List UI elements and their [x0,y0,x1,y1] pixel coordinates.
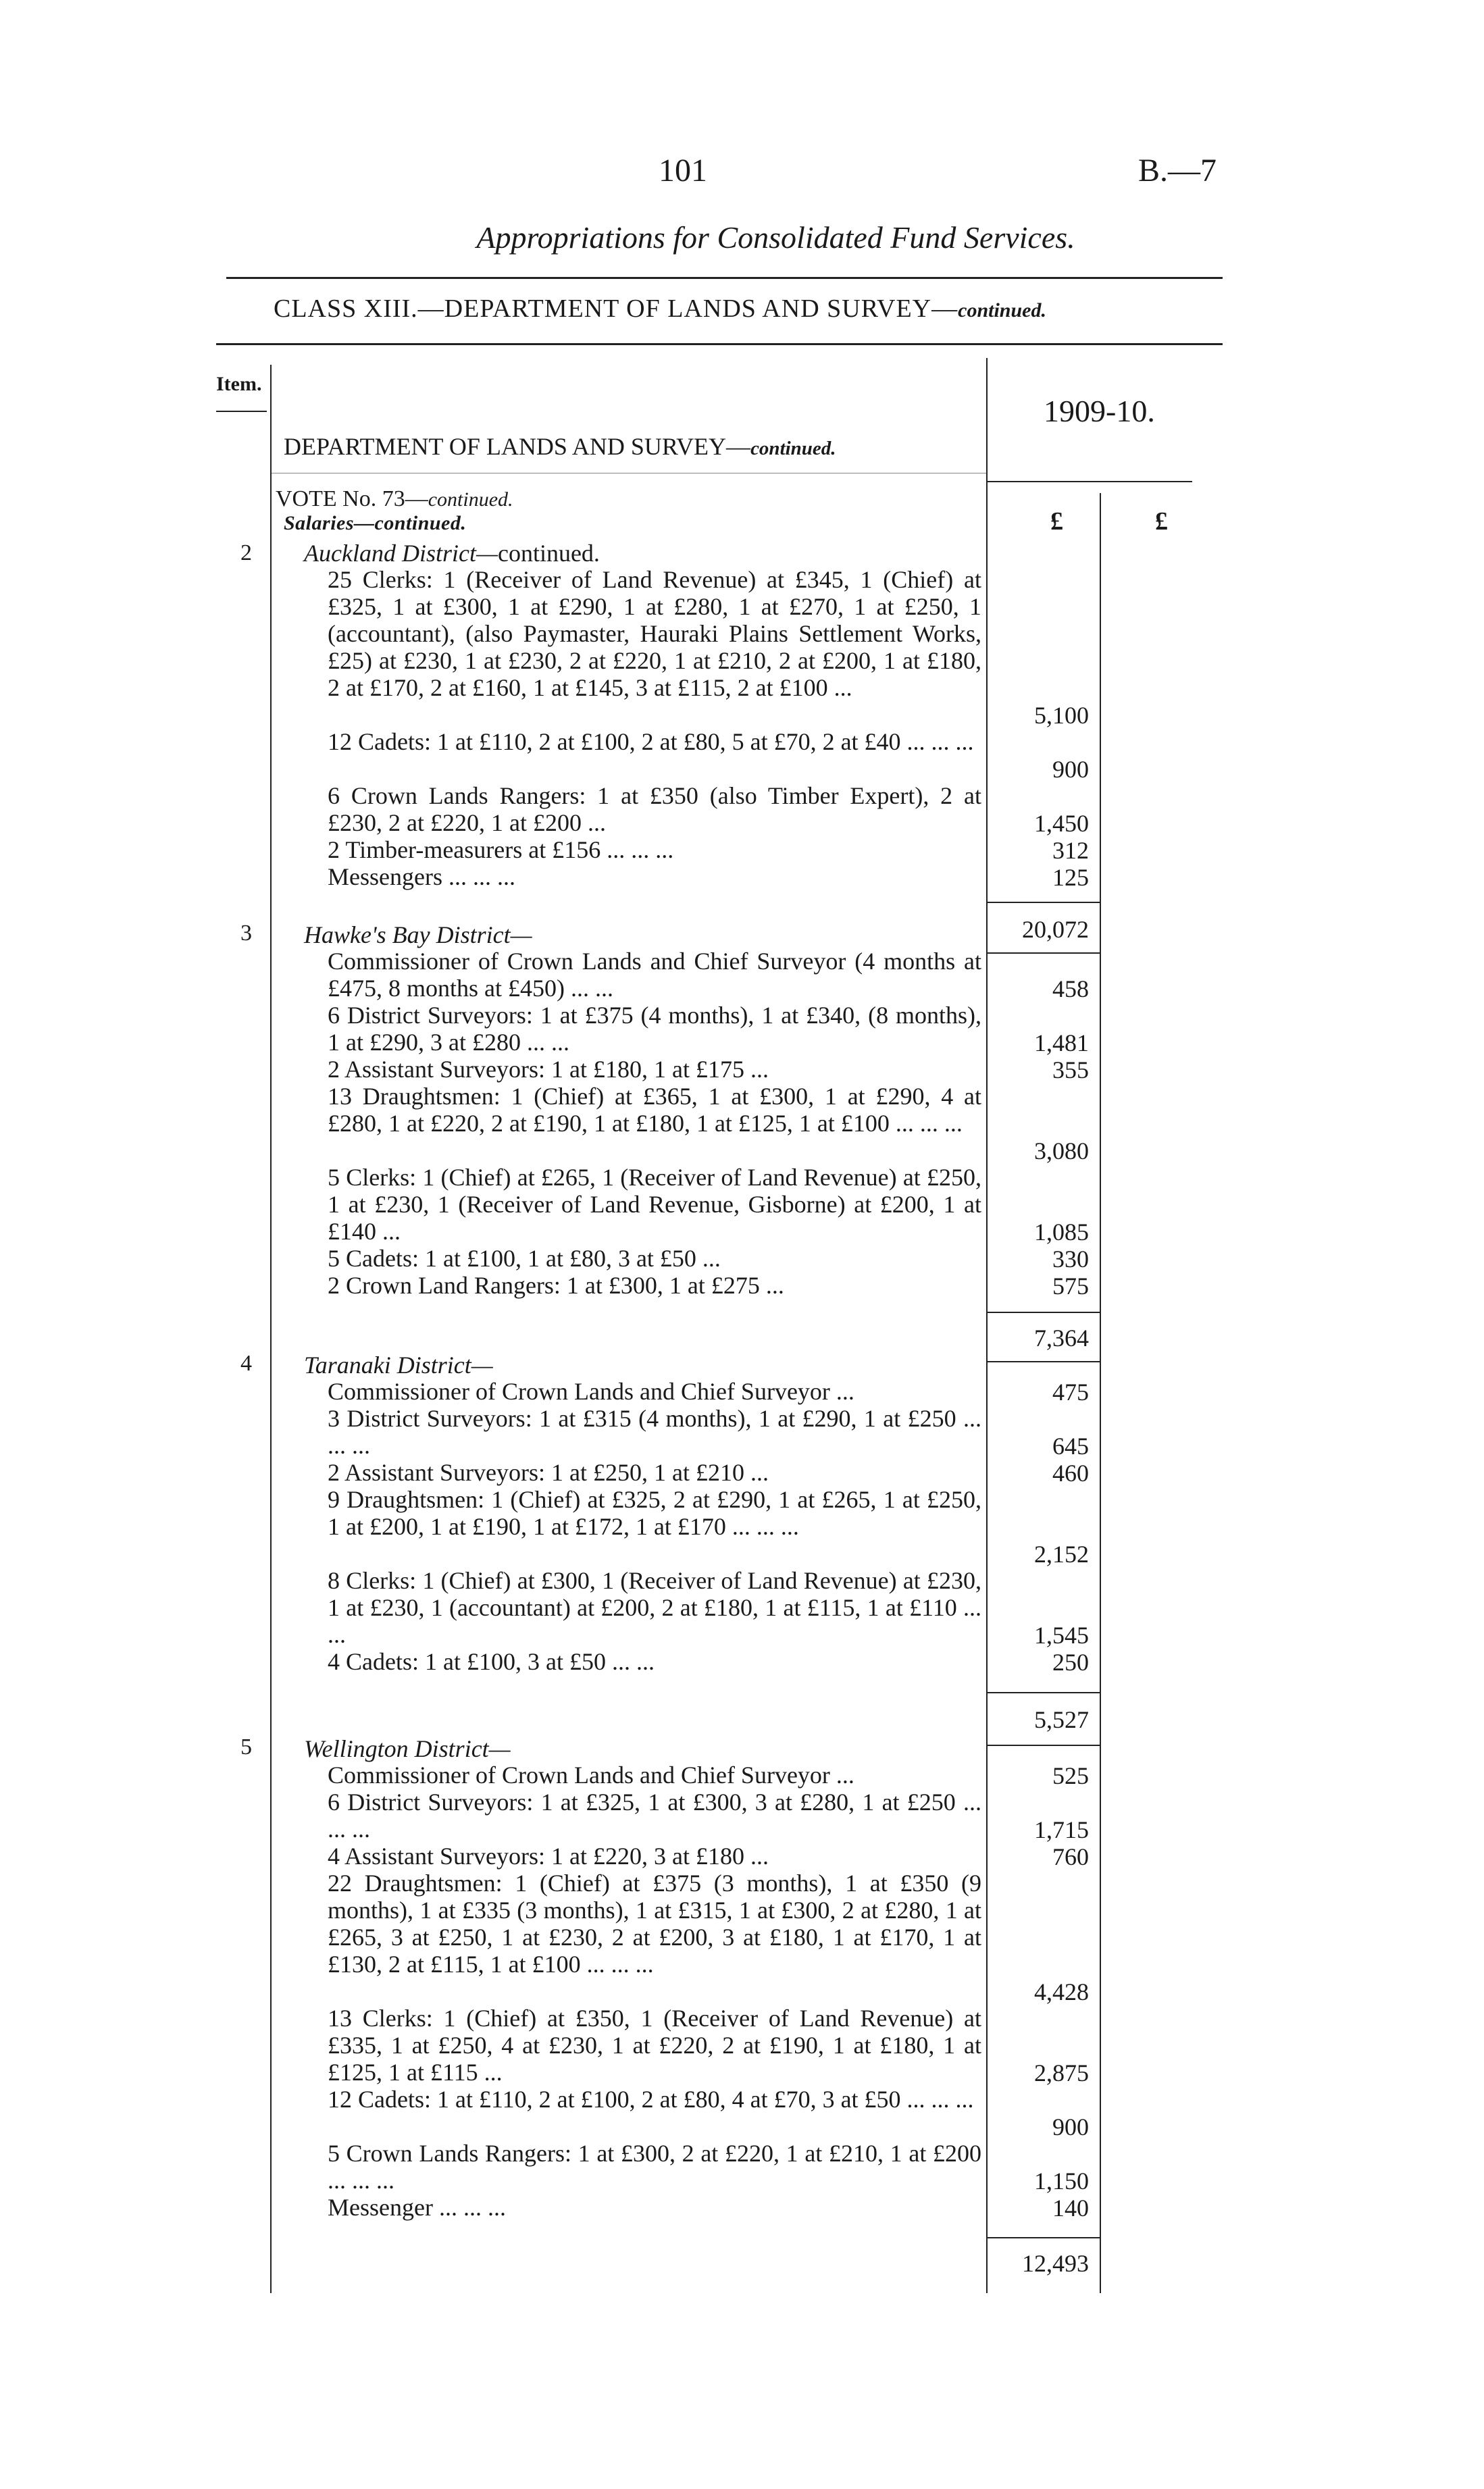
salary-entry: 13 Clerks: 1 (Chief) at £350, 1 (Receiver of Land Revenue) at £335, 1 at £250, 4 at £230, 1 at £220, 2 at £190, 1 at £180, 1 at £125, 1 at £115 ... [328,2005,981,2086]
salary-entry: Commissioner of Crown Lands and Chief Surveyor ... [328,1378,854,1405]
salary-entry: Commissioner of Crown Lands and Chief Surveyor ... [328,1762,854,1789]
salary-amount: 2,875 [1034,2059,1089,2086]
salary-amount: 760 [1052,1843,1089,1870]
rule-subtotal [988,2237,1100,2238]
salary-entry: 25 Clerks: 1 (Receiver of Land Revenue) at £345, 1 (Chief) at £325, 1 at £300, 1 at £290, 1 at £280, 1 at £270, 1 at £250, 1 (accountant), (also Paymaster, Hauraki Plains Settlement Works, £25) at £230, 1 at £230, 2 at £220, 1 at £210, 2 at £200, 1 at £180, 2 at £170, 2 at £160, 1 at £145, 3 at £115, 2 at £100 ... [328,566,981,701]
salary-entry: Messengers ... ... ... [328,863,515,890]
salary-amount: 460 [1052,1460,1089,1487]
salary-entry: 2 Assistant Surveyors: 1 at £180, 1 at £175 ... [328,1056,769,1083]
salary-amount: 458 [1052,975,1089,1002]
vote-heading-text: VOTE No. 73— [276,486,428,511]
salary-amount: 125 [1052,864,1089,891]
salary-entry: 5 Crown Lands Rangers: 1 at £300, 2 at £220, 1 at £210, 1 at £200 ... ... ... [328,2140,981,2194]
salaries-heading: Salaries—continued. [284,512,467,534]
rule-vertical-text [270,365,272,2293]
salary-amount: 645 [1052,1433,1089,1460]
salary-entry: 2 Assistant Surveyors: 1 at £250, 1 at £210 ... [328,1459,769,1486]
item-number: 2 [240,540,252,565]
district-heading [304,921,532,949]
rule-subtotal [988,1361,1100,1362]
salary-amount: 140 [1052,2195,1089,2222]
salary-amount: 3,080 [1034,1137,1089,1164]
salary-amount: 900 [1052,2113,1089,2140]
class-heading-text: CLASS XIII.—DEPARTMENT OF LANDS AND SURVEY— [274,294,958,323]
page-number: 101 [659,153,707,188]
salary-amount: 1,085 [1034,1218,1089,1246]
rule-vertical-amount [986,358,988,2293]
district-suffix: continued. [497,540,600,567]
salary-entry: 4 Cadets: 1 at £100, 3 at £50 ... ... [328,1648,655,1675]
district-name: Taranaki District— [304,1352,493,1379]
rule-subtotal [988,1692,1100,1693]
salary-amount: 312 [1052,837,1089,864]
class-heading-continued: continued. [958,299,1046,322]
pound-column-label: £ [1050,507,1063,536]
rule-item [216,411,267,412]
rule-top [226,277,1223,279]
salary-amount: 1,150 [1034,2167,1089,2195]
district-total: 7,364 [1034,1325,1089,1352]
district-name: Auckland District— [304,540,498,567]
rule-vertical-total [1100,493,1101,2293]
department-heading [284,432,836,461]
salary-entry: 9 Draughtsmen: 1 (Chief) at £325, 2 at £290, 1 at £265, 1 at £250, 1 at £200, 1 at £190, 1 at £172, 1 at £170 ... ... ... [328,1486,981,1540]
item-number: 4 [240,1351,252,1376]
rule-subtotal [988,952,1100,954]
salary-amount: 2,152 [1034,1541,1089,1568]
rule-year [986,481,1192,482]
salary-entry: Commissioner of Crown Lands and Chief Surveyor (4 months at £475, 8 months at £450) ... ... [328,948,981,1002]
vote-heading-continued: continued. [428,488,513,511]
rule-under-heading [216,343,1223,345]
salary-entry: 3 District Surveyors: 1 at £315 (4 months), 1 at £290, 1 at £250 ... ... ... [328,1405,981,1459]
salary-amount: 1,545 [1034,1622,1089,1649]
district-heading [304,1351,493,1379]
salary-entry: 2 Crown Land Rangers: 1 at £300, 1 at £275 ... [328,1272,784,1299]
salary-amount: 900 [1052,756,1089,783]
pound-total-label: £ [1155,507,1168,536]
year-heading: 1909-10. [1044,394,1155,428]
item-number: 5 [240,1735,252,1760]
class-heading [274,294,1046,324]
district-total: 5,527 [1034,1706,1089,1733]
item-column-label: Item. [216,373,262,395]
salary-entry: 12 Cadets: 1 at £110, 2 at £100, 2 at £80, 4 at £70, 3 at £50 ... ... ... [328,2086,974,2113]
salary-amount: 5,100 [1034,702,1089,729]
department-heading-continued: continued. [750,438,836,459]
salary-entry: 2 Timber-measurers at £156 ... ... ... [328,836,674,863]
page-title: Appropriations for Consolidated Fund Services. [476,220,1075,255]
rule-subtotal [988,1745,1100,1746]
salary-entry: 8 Clerks: 1 (Chief) at £300, 1 (Receiver of Land Revenue) at £230, 1 at £230, 1 (accountant) at £200, 2 at £180, 1 at £115, 1 at £110 ... ... [328,1567,981,1648]
salary-entry: Messenger ... ... ... [328,2194,506,2221]
salary-amount: 1,715 [1034,1816,1089,1843]
salary-amount: 575 [1052,1273,1089,1300]
salary-amount: 525 [1052,1762,1089,1789]
salary-entry: 5 Cadets: 1 at £100, 1 at £80, 3 at £50 ... [328,1245,721,1272]
salary-amount: 250 [1052,1649,1089,1676]
salary-amount: 355 [1052,1056,1089,1083]
district-name: Hawke's Bay District— [304,921,532,948]
salary-amount: 475 [1052,1379,1089,1406]
district-heading [304,1735,511,1763]
salary-entry: 13 Draughtsmen: 1 (Chief) at £365, 1 at £300, 1 at £290, 4 at £280, 1 at £220, 2 at £190, 1 at £180, 1 at £125, 1 at £100 ... ... ... [328,1083,981,1137]
district-total: 20,072 [1022,916,1089,943]
salary-amount: 1,481 [1034,1029,1089,1056]
district-heading [304,539,600,567]
department-heading-text: DEPARTMENT OF LANDS AND SURVEY— [284,433,751,460]
rule-subtotal [988,902,1100,903]
district-name: Wellington District— [304,1735,511,1762]
district-total: 12,493 [1022,2250,1089,2277]
salary-entry: 6 Crown Lands Rangers: 1 at £350 (also Timber Expert), 2 at £230, 2 at £220, 1 at £200 ... [328,782,981,836]
salary-entry: 6 District Surveyors: 1 at £375 (4 months), 1 at £340, (8 months), 1 at £290, 3 at £280 ... ... [328,1002,981,1056]
salary-amount: 330 [1052,1246,1089,1273]
rule-subtotal [988,1312,1100,1313]
document-reference: B.—7 [1138,153,1217,188]
salary-entry: 5 Clerks: 1 (Chief) at £265, 1 (Receiver of Land Revenue) at £250, 1 at £230, 1 (Receiver of Land Revenue, Gisborne) at £200, 1 at £140 ... [328,1164,981,1245]
salary-entry: 4 Assistant Surveyors: 1 at £220, 3 at £180 ... [328,1843,769,1870]
item-number: 3 [240,921,252,946]
salary-entry: 12 Cadets: 1 at £110, 2 at £100, 2 at £80, 5 at £70, 2 at £40 ... ... ... [328,728,974,755]
vote-heading [276,486,513,512]
salary-entry: 22 Draughtsmen: 1 (Chief) at £375 (3 months), 1 at £350 (9 months), 1 at £335 (3 months), 1 at £315, 1 at £300, 2 at £280, 1 at £265, 3 at £250, 1 at £230, 2 at £200, 3 at £180, 1 at £170, 1 at £130, 2 at £115, 1 at £100 ... ... ... [328,1870,981,1978]
salary-entry: 6 District Surveyors: 1 at £325, 1 at £300, 3 at £280, 1 at £250 ... ... ... [328,1789,981,1843]
salary-amount: 4,428 [1034,1978,1089,2005]
salary-amount: 1,450 [1034,810,1089,837]
